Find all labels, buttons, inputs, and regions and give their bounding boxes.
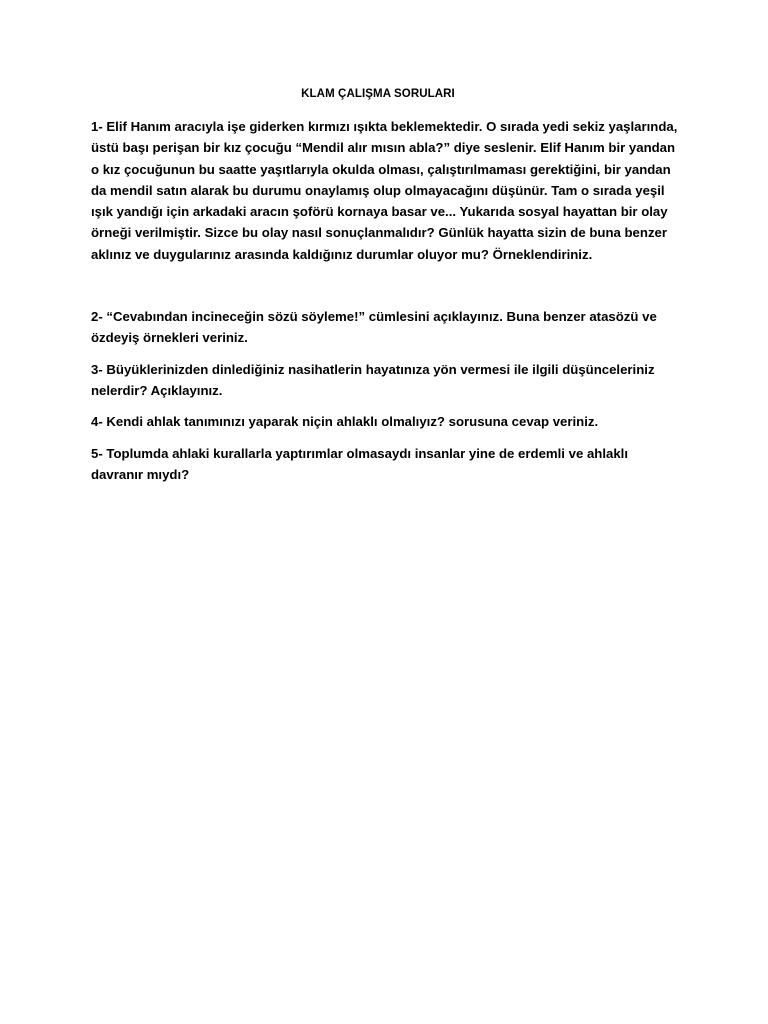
questions-list <box>91 116 681 485</box>
question-1: 1- Elif Hanım aracıyla işe giderken kırmızı ışıkta beklemektedir. O sırada yedi sekiz yaşlarında, üstü başı perişan bir kız çocuğu “Mendil alır mısın abla?” diye seslenir. Elif Hanım bir yandan o kız çocuğunun bu saatte yaşıtlarıyla okulda olması, çalıştırılmaması gerektiğini, bir yandan da mendil satın alarak bu durumu onaylamış olup olmayacağını düşünür. Tam o sırada yeşil ışık yandığı için arkadaki aracın şoförü kornaya basar ve... Yukarıda sosyal hayattan bir olay örneği verilmiştir. Sizce bu olay nasıl sonuçlanmalıdır? Günlük hayatta sizin de buna benzer aklınız ve duygularınız arasında kaldığınız durumlar oluyor mu? Örneklendiriniz. <box>91 119 678 262</box>
document-title: KLAM ÇALIŞMA SORULARI <box>301 88 455 100</box>
question-5: 5- Toplumda ahlaki kurallarla yaptırımlar olmasaydı insanlar yine de erdemli ve ahlaklı davranır mıydı? <box>91 445 628 482</box>
question-2: 2- “Cevabından incineceğin sözü söyleme!” cümlesini açıklayınız. Buna benzer atasözü ve özdeyiş örnekleri veriniz. <box>91 309 657 346</box>
question-4: 4- Kendi ahlak tanımınızı yaparak niçin ahlaklı olmalıyız? sorusuna cevap veriniz. <box>91 414 599 430</box>
question-3: 3- Büyüklerinizden dinlediğiniz nasihatlerin hayatınıza yön vermesi ile ilgili düşünceleriniz nelerdir? Açıklayınız. <box>91 361 655 398</box>
